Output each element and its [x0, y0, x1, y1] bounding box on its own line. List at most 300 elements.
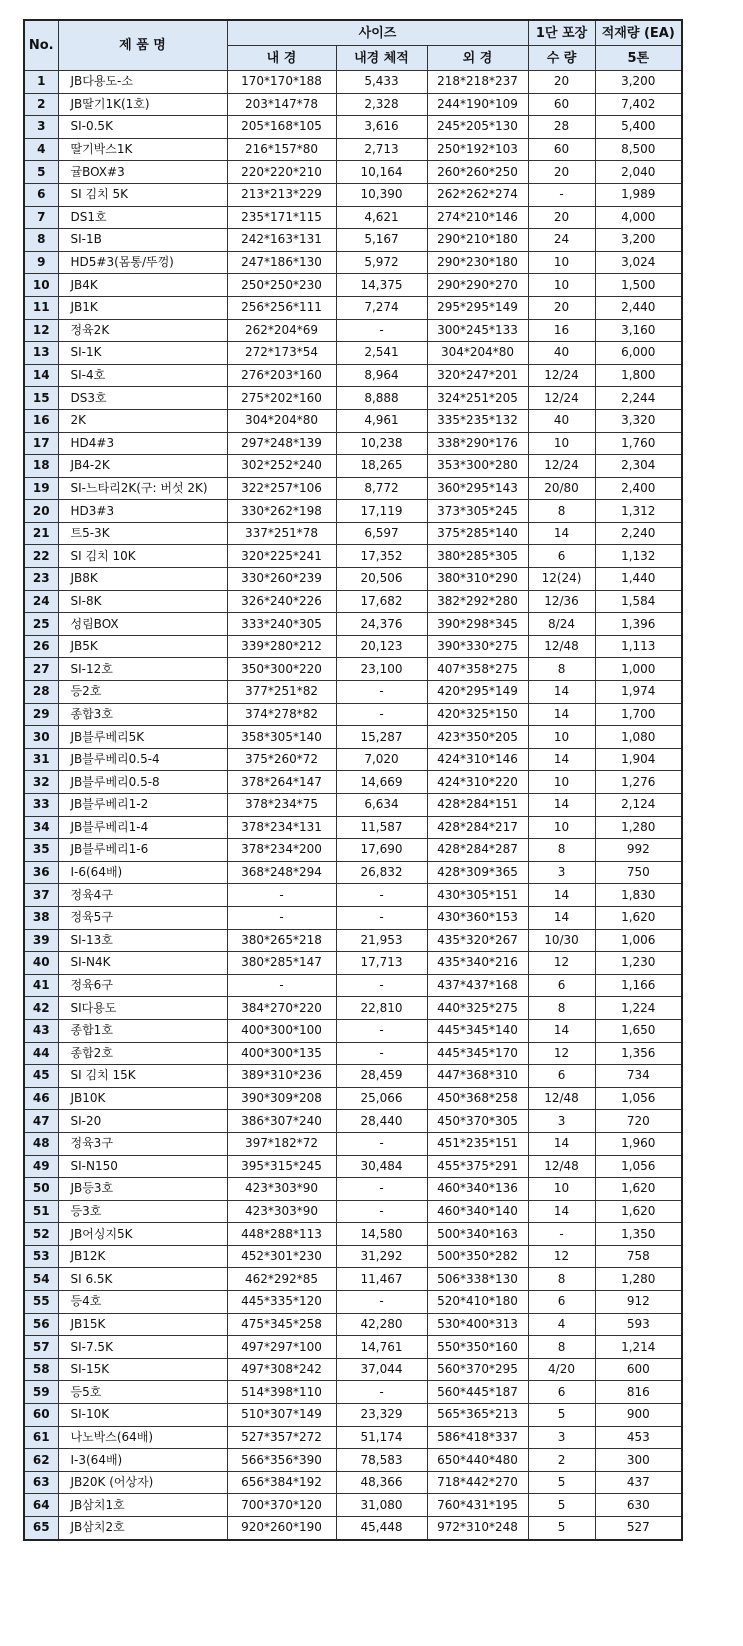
- table-row: [24, 274, 682, 297]
- row-number: 13: [24, 342, 58, 365]
- inner-size-cell: 452*301*230: [227, 1245, 336, 1268]
- inner-volume-cell: 2,541: [336, 342, 427, 365]
- inner-size-cell: 389*310*236: [227, 1065, 336, 1088]
- header-inner-volume: 내경 체적: [336, 46, 427, 71]
- quantity-cell: 10: [528, 1178, 595, 1201]
- table-row: [24, 296, 682, 319]
- product-name-cell: 귤BOX#3: [58, 161, 227, 184]
- inner-volume-cell: 2,713: [336, 138, 427, 161]
- product-name-cell: SI-20: [58, 1110, 227, 1133]
- product-name-cell: 등4호: [58, 1291, 227, 1314]
- five-ton-load-cell: 3,160: [595, 319, 682, 342]
- inner-volume-cell: 42,280: [336, 1313, 427, 1336]
- inner-size-cell: 350*300*220: [227, 658, 336, 681]
- quantity-cell: 4: [528, 1313, 595, 1336]
- product-name-cell: JB블루베리0.5-4: [58, 748, 227, 771]
- five-ton-load-cell: 1,974: [595, 681, 682, 704]
- outer-size-cell: 760*431*195: [427, 1494, 528, 1517]
- row-number: 23: [24, 568, 58, 591]
- inner-volume-cell: 5,972: [336, 251, 427, 274]
- inner-size-cell: 368*248*294: [227, 861, 336, 884]
- row-number: 9: [24, 251, 58, 274]
- quantity-cell: 12: [528, 952, 595, 975]
- quantity-cell: 5: [528, 1471, 595, 1494]
- quantity-cell: 4/20: [528, 1358, 595, 1381]
- outer-size-cell: 262*262*274: [427, 183, 528, 206]
- inner-volume-cell: 8,888: [336, 387, 427, 410]
- outer-size-cell: 290*210*180: [427, 229, 528, 252]
- product-name-cell: SI-1B: [58, 229, 227, 252]
- outer-size-cell: 244*190*109: [427, 93, 528, 116]
- five-ton-load-cell: 1,230: [595, 952, 682, 975]
- inner-size-cell: 250*250*230: [227, 274, 336, 297]
- table-row: [24, 1200, 682, 1223]
- product-name-cell: 성림BOX: [58, 613, 227, 636]
- five-ton-load-cell: 1,113: [595, 635, 682, 658]
- inner-size-cell: 510*307*149: [227, 1404, 336, 1427]
- table-row: [24, 161, 682, 184]
- inner-volume-cell: 17,690: [336, 839, 427, 862]
- product-name-cell: SI-13호: [58, 929, 227, 952]
- table-row: [24, 681, 682, 704]
- table-row: [24, 1132, 682, 1155]
- five-ton-load-cell: 2,244: [595, 387, 682, 410]
- outer-size-cell: 290*230*180: [427, 251, 528, 274]
- inner-size-cell: 170*170*188: [227, 71, 336, 94]
- inner-size-cell: 920*260*190: [227, 1517, 336, 1540]
- five-ton-load-cell: 1,276: [595, 771, 682, 794]
- inner-size-cell: 326*240*226: [227, 590, 336, 613]
- outer-size-cell: 440*325*275: [427, 997, 528, 1020]
- inner-size-cell: 322*257*106: [227, 477, 336, 500]
- row-number: 38: [24, 906, 58, 929]
- outer-size-cell: 447*368*310: [427, 1065, 528, 1088]
- quantity-cell: 12/24: [528, 364, 595, 387]
- inner-size-cell: 302*252*240: [227, 455, 336, 478]
- five-ton-load-cell: 1,280: [595, 816, 682, 839]
- product-name-cell: SI-N4K: [58, 952, 227, 975]
- outer-size-cell: 520*410*180: [427, 1291, 528, 1314]
- outer-size-cell: 360*295*143: [427, 477, 528, 500]
- quantity-cell: 12/36: [528, 590, 595, 613]
- row-number: 39: [24, 929, 58, 952]
- table-body: [24, 71, 682, 1540]
- quantity-cell: 5: [528, 1404, 595, 1427]
- row-number: 54: [24, 1268, 58, 1291]
- row-number: 10: [24, 274, 58, 297]
- inner-volume-cell: -: [336, 1200, 427, 1223]
- inner-volume-cell: 28,440: [336, 1110, 427, 1133]
- outer-size-cell: 650*440*480: [427, 1449, 528, 1472]
- five-ton-load-cell: 1,214: [595, 1336, 682, 1359]
- table-row: [24, 116, 682, 139]
- product-name-cell: 등3호: [58, 1200, 227, 1223]
- row-number: 29: [24, 703, 58, 726]
- quantity-cell: 8: [528, 500, 595, 523]
- inner-volume-cell: 22,810: [336, 997, 427, 1020]
- product-name-cell: DS3호: [58, 387, 227, 410]
- row-number: 24: [24, 590, 58, 613]
- inner-size-cell: 378*234*200: [227, 839, 336, 862]
- product-name-cell: SI-12호: [58, 658, 227, 681]
- inner-size-cell: 375*260*72: [227, 748, 336, 771]
- row-number: 51: [24, 1200, 58, 1223]
- product-name-cell: JB5K: [58, 635, 227, 658]
- product-name-cell: JB20K (어상자): [58, 1471, 227, 1494]
- inner-size-cell: 445*335*120: [227, 1291, 336, 1314]
- table-row: [24, 387, 682, 410]
- outer-size-cell: 437*437*168: [427, 974, 528, 997]
- table-row: [24, 794, 682, 817]
- quantity-cell: 20/80: [528, 477, 595, 500]
- row-number: 46: [24, 1087, 58, 1110]
- quantity-cell: 3: [528, 1426, 595, 1449]
- table-row: [24, 613, 682, 636]
- row-number: 53: [24, 1245, 58, 1268]
- five-ton-load-cell: 1,700: [595, 703, 682, 726]
- inner-volume-cell: 10,390: [336, 183, 427, 206]
- row-number: 26: [24, 635, 58, 658]
- five-ton-load-cell: 1,080: [595, 726, 682, 749]
- five-ton-load-cell: 3,200: [595, 71, 682, 94]
- five-ton-load-cell: 527: [595, 1517, 682, 1540]
- row-number: 3: [24, 116, 58, 139]
- outer-size-cell: 382*292*280: [427, 590, 528, 613]
- row-number: 2: [24, 93, 58, 116]
- product-name-cell: SI-4호: [58, 364, 227, 387]
- row-number: 25: [24, 613, 58, 636]
- product-name-cell: HD3#3: [58, 500, 227, 523]
- quantity-cell: 14: [528, 522, 595, 545]
- inner-size-cell: 378*264*147: [227, 771, 336, 794]
- row-number: 1: [24, 71, 58, 94]
- quantity-cell: 3: [528, 861, 595, 884]
- quantity-cell: 8: [528, 658, 595, 681]
- outer-size-cell: 375*285*140: [427, 522, 528, 545]
- outer-size-cell: 407*358*275: [427, 658, 528, 681]
- outer-size-cell: 390*330*275: [427, 635, 528, 658]
- product-name-cell: SI 김치 15K: [58, 1065, 227, 1088]
- product-name-cell: I-6(64배): [58, 861, 227, 884]
- table-row: [24, 1065, 682, 1088]
- row-number: 4: [24, 138, 58, 161]
- inner-size-cell: 390*309*208: [227, 1087, 336, 1110]
- row-number: 33: [24, 794, 58, 817]
- five-ton-load-cell: 992: [595, 839, 682, 862]
- five-ton-load-cell: 1,584: [595, 590, 682, 613]
- quantity-cell: 10: [528, 432, 595, 455]
- quantity-cell: 20: [528, 161, 595, 184]
- inner-volume-cell: -: [336, 1132, 427, 1155]
- inner-volume-cell: 5,433: [336, 71, 427, 94]
- table-row: [24, 884, 682, 907]
- inner-volume-cell: 6,597: [336, 522, 427, 545]
- five-ton-load-cell: 2,124: [595, 794, 682, 817]
- five-ton-load-cell: 593: [595, 1313, 682, 1336]
- quantity-cell: 8/24: [528, 613, 595, 636]
- table-row: [24, 364, 682, 387]
- five-ton-load-cell: 1,830: [595, 884, 682, 907]
- product-name-cell: SI-N150: [58, 1155, 227, 1178]
- row-number: 7: [24, 206, 58, 229]
- header-five-ton: 5톤: [595, 46, 682, 71]
- inner-size-cell: 380*285*147: [227, 952, 336, 975]
- table-row: [24, 1155, 682, 1178]
- inner-size-cell: 320*225*241: [227, 545, 336, 568]
- inner-size-cell: 475*345*258: [227, 1313, 336, 1336]
- five-ton-load-cell: 1,224: [595, 997, 682, 1020]
- table-row: [24, 771, 682, 794]
- five-ton-load-cell: 1,280: [595, 1268, 682, 1291]
- table-row: [24, 1313, 682, 1336]
- row-number: 22: [24, 545, 58, 568]
- inner-volume-cell: 17,352: [336, 545, 427, 568]
- quantity-cell: 14: [528, 794, 595, 817]
- inner-volume-cell: 31,080: [336, 1494, 427, 1517]
- inner-size-cell: 256*256*111: [227, 296, 336, 319]
- product-name-cell: 딸기박스1K: [58, 138, 227, 161]
- five-ton-load-cell: 300: [595, 1449, 682, 1472]
- outer-size-cell: 420*295*149: [427, 681, 528, 704]
- five-ton-load-cell: 7,402: [595, 93, 682, 116]
- outer-size-cell: 460*340*140: [427, 1200, 528, 1223]
- table-row: [24, 1291, 682, 1314]
- five-ton-load-cell: 1,800: [595, 364, 682, 387]
- inner-volume-cell: 8,964: [336, 364, 427, 387]
- table-row: [24, 432, 682, 455]
- five-ton-load-cell: 4,000: [595, 206, 682, 229]
- quantity-cell: 14: [528, 681, 595, 704]
- product-name-cell: SI 김치 10K: [58, 545, 227, 568]
- five-ton-load-cell: 1,132: [595, 545, 682, 568]
- table-row: [24, 522, 682, 545]
- table-row: [24, 251, 682, 274]
- outer-size-cell: 428*284*287: [427, 839, 528, 862]
- five-ton-load-cell: 1,620: [595, 1200, 682, 1223]
- table-row: [24, 1245, 682, 1268]
- product-table-container: [23, 19, 683, 1541]
- row-number: 41: [24, 974, 58, 997]
- inner-size-cell: 220*220*210: [227, 161, 336, 184]
- five-ton-load-cell: 1,650: [595, 1019, 682, 1042]
- inner-size-cell: 397*182*72: [227, 1132, 336, 1155]
- inner-volume-cell: 45,448: [336, 1517, 427, 1540]
- outer-size-cell: 428*284*151: [427, 794, 528, 817]
- inner-volume-cell: 21,953: [336, 929, 427, 952]
- table-row: [24, 568, 682, 591]
- row-number: 32: [24, 771, 58, 794]
- table-row: [24, 1110, 682, 1133]
- product-name-cell: JB블루베리0.5-8: [58, 771, 227, 794]
- product-name-cell: JB10K: [58, 1087, 227, 1110]
- outer-size-cell: 530*400*313: [427, 1313, 528, 1336]
- inner-size-cell: 213*213*229: [227, 183, 336, 206]
- table-row: [24, 952, 682, 975]
- outer-size-cell: 500*350*282: [427, 1245, 528, 1268]
- inner-volume-cell: -: [336, 681, 427, 704]
- five-ton-load-cell: 1,006: [595, 929, 682, 952]
- row-number: 30: [24, 726, 58, 749]
- quantity-cell: 60: [528, 93, 595, 116]
- five-ton-load-cell: 912: [595, 1291, 682, 1314]
- inner-size-cell: 423*303*90: [227, 1200, 336, 1223]
- inner-volume-cell: 17,713: [336, 952, 427, 975]
- quantity-cell: 24: [528, 229, 595, 252]
- quantity-cell: 12(24): [528, 568, 595, 591]
- table-row: [24, 455, 682, 478]
- inner-size-cell: 330*260*239: [227, 568, 336, 591]
- row-number: 43: [24, 1019, 58, 1042]
- inner-size-cell: 448*288*113: [227, 1223, 336, 1246]
- quantity-cell: 20: [528, 206, 595, 229]
- outer-size-cell: 445*345*170: [427, 1042, 528, 1065]
- row-number: 28: [24, 681, 58, 704]
- five-ton-load-cell: 2,400: [595, 477, 682, 500]
- quantity-cell: 60: [528, 138, 595, 161]
- outer-size-cell: 304*204*80: [427, 342, 528, 365]
- quantity-cell: 12: [528, 1245, 595, 1268]
- outer-size-cell: 320*247*201: [427, 364, 528, 387]
- outer-size-cell: 420*325*150: [427, 703, 528, 726]
- quantity-cell: 8: [528, 839, 595, 862]
- product-name-cell: JB8K: [58, 568, 227, 591]
- inner-size-cell: -: [227, 906, 336, 929]
- quantity-cell: 3: [528, 1110, 595, 1133]
- inner-size-cell: 700*370*120: [227, 1494, 336, 1517]
- inner-volume-cell: 7,020: [336, 748, 427, 771]
- five-ton-load-cell: 1,000: [595, 658, 682, 681]
- five-ton-load-cell: 720: [595, 1110, 682, 1133]
- quantity-cell: 12/24: [528, 387, 595, 410]
- inner-volume-cell: 23,100: [336, 658, 427, 681]
- row-number: 6: [24, 183, 58, 206]
- inner-size-cell: 276*203*160: [227, 364, 336, 387]
- quantity-cell: 12/48: [528, 635, 595, 658]
- product-name-cell: 종합3호: [58, 703, 227, 726]
- row-number: 40: [24, 952, 58, 975]
- five-ton-load-cell: 8,500: [595, 138, 682, 161]
- inner-volume-cell: 6,634: [336, 794, 427, 817]
- row-number: 18: [24, 455, 58, 478]
- table-row: [24, 906, 682, 929]
- row-number: 62: [24, 1449, 58, 1472]
- outer-size-cell: 390*298*345: [427, 613, 528, 636]
- table-row: [24, 1426, 682, 1449]
- row-number: 8: [24, 229, 58, 252]
- inner-size-cell: 527*357*272: [227, 1426, 336, 1449]
- table-row: [24, 929, 682, 952]
- inner-volume-cell: 10,238: [336, 432, 427, 455]
- quantity-cell: 10/30: [528, 929, 595, 952]
- inner-volume-cell: -: [336, 1178, 427, 1201]
- row-number: 14: [24, 364, 58, 387]
- table-row: [24, 1449, 682, 1472]
- table-row: [24, 138, 682, 161]
- row-number: 59: [24, 1381, 58, 1404]
- product-name-cell: JB블루베리5K: [58, 726, 227, 749]
- product-name-cell: JB삼치1호: [58, 1494, 227, 1517]
- five-ton-load-cell: 1,056: [595, 1087, 682, 1110]
- row-number: 31: [24, 748, 58, 771]
- table-row: [24, 861, 682, 884]
- outer-size-cell: 718*442*270: [427, 1471, 528, 1494]
- row-number: 21: [24, 522, 58, 545]
- outer-size-cell: 338*290*176: [427, 432, 528, 455]
- inner-volume-cell: -: [336, 1291, 427, 1314]
- row-number: 11: [24, 296, 58, 319]
- product-name-cell: 정육4구: [58, 884, 227, 907]
- inner-size-cell: 216*157*80: [227, 138, 336, 161]
- inner-volume-cell: 14,580: [336, 1223, 427, 1246]
- quantity-cell: 10: [528, 251, 595, 274]
- inner-size-cell: 656*384*192: [227, 1471, 336, 1494]
- quantity-cell: 8: [528, 1268, 595, 1291]
- five-ton-load-cell: 6,000: [595, 342, 682, 365]
- inner-size-cell: 514*398*110: [227, 1381, 336, 1404]
- inner-size-cell: 272*173*54: [227, 342, 336, 365]
- inner-size-cell: 462*292*85: [227, 1268, 336, 1291]
- inner-volume-cell: 24,376: [336, 613, 427, 636]
- quantity-cell: -: [528, 183, 595, 206]
- five-ton-load-cell: 816: [595, 1381, 682, 1404]
- header-no: No.: [24, 20, 58, 71]
- outer-size-cell: 428*309*365: [427, 861, 528, 884]
- quantity-cell: 10: [528, 816, 595, 839]
- row-number: 27: [24, 658, 58, 681]
- outer-size-cell: 972*310*248: [427, 1517, 528, 1540]
- product-name-cell: 종합1호: [58, 1019, 227, 1042]
- quantity-cell: 14: [528, 1132, 595, 1155]
- product-name-cell: HD5#3(몸통/뚜껑): [58, 251, 227, 274]
- row-number: 50: [24, 1178, 58, 1201]
- header-inner-size: 내 경: [227, 46, 336, 71]
- row-number: 35: [24, 839, 58, 862]
- inner-size-cell: 330*262*198: [227, 500, 336, 523]
- table-row: [24, 1494, 682, 1517]
- table-row: [24, 409, 682, 432]
- product-name-cell: JB다용도-소: [58, 71, 227, 94]
- outer-size-cell: 435*320*267: [427, 929, 528, 952]
- product-name-cell: SI-8K: [58, 590, 227, 613]
- product-name-cell: JB블루베리1-4: [58, 816, 227, 839]
- five-ton-load-cell: 1,166: [595, 974, 682, 997]
- inner-volume-cell: 10,164: [336, 161, 427, 184]
- inner-size-cell: 242*163*131: [227, 229, 336, 252]
- row-number: 52: [24, 1223, 58, 1246]
- row-number: 61: [24, 1426, 58, 1449]
- five-ton-load-cell: 2,304: [595, 455, 682, 478]
- inner-size-cell: -: [227, 884, 336, 907]
- product-name-cell: 정육2K: [58, 319, 227, 342]
- table-row: [24, 1042, 682, 1065]
- quantity-cell: 6: [528, 974, 595, 997]
- table-row: [24, 71, 682, 94]
- row-number: 57: [24, 1336, 58, 1359]
- inner-size-cell: 297*248*139: [227, 432, 336, 455]
- product-name-cell: 등5호: [58, 1381, 227, 1404]
- inner-size-cell: 374*278*82: [227, 703, 336, 726]
- inner-volume-cell: 20,123: [336, 635, 427, 658]
- inner-size-cell: 423*303*90: [227, 1178, 336, 1201]
- quantity-cell: 12: [528, 1042, 595, 1065]
- row-number: 20: [24, 500, 58, 523]
- inner-volume-cell: -: [336, 906, 427, 929]
- table-row: [24, 1381, 682, 1404]
- table-row: [24, 545, 682, 568]
- product-name-cell: 2K: [58, 409, 227, 432]
- product-name-cell: 트5-3K: [58, 522, 227, 545]
- outer-size-cell: 430*360*153: [427, 906, 528, 929]
